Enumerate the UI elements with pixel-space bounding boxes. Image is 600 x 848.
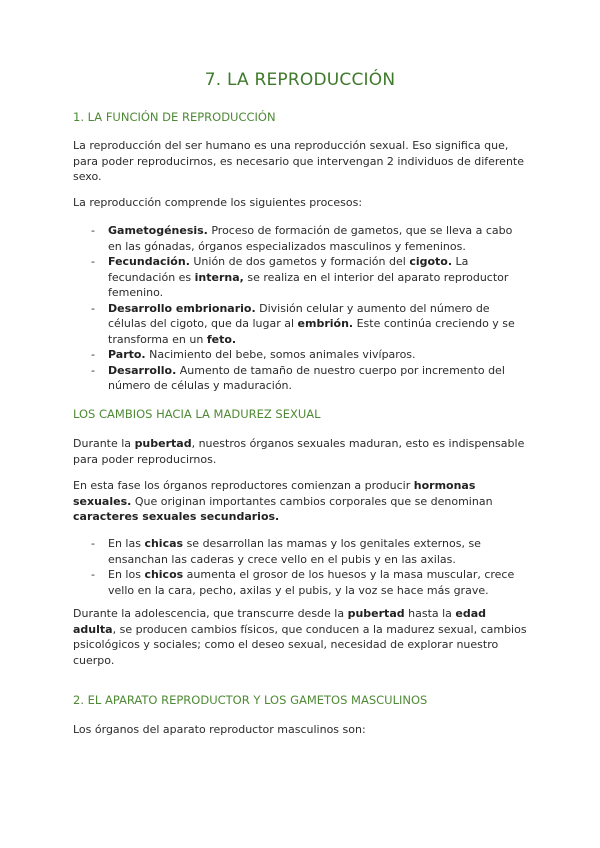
list-item bbox=[91, 347, 528, 363]
term-edad-adulta: edad adulta bbox=[73, 607, 487, 636]
text-run: , se producen cambios físicos, que conducen a la madurez sexual, cambios psicológicos y sociales; como el deseo sexual, necesidad de explorar nuestro cuerpo. bbox=[73, 622, 527, 667]
list-item bbox=[91, 301, 528, 348]
list-item bbox=[91, 567, 528, 598]
term-pubertad: pubertad bbox=[134, 437, 192, 450]
item-text: se realiza en el interior del aparato reproductor femenino. bbox=[108, 270, 509, 299]
term-feto: feto. bbox=[206, 332, 237, 346]
term-desarrollo-embrionario: Desarrollo embrionario. bbox=[108, 301, 256, 315]
term-embrion: embrión. bbox=[297, 317, 354, 330]
text-run: Durante la bbox=[73, 437, 135, 450]
section-heading-funcion: 1. LA FUNCIÓN DE REPRODUCCIÓN bbox=[73, 110, 276, 124]
section-heading-cambios: LOS CAMBIOS HACIA LA MADUREZ SEXUAL bbox=[73, 407, 321, 421]
item-text: En las bbox=[108, 537, 145, 550]
term-caracteres: caracteres sexuales secundarios. bbox=[73, 510, 280, 523]
paragraph-organos: Los órganos del aparato reproductor masculinos son: bbox=[73, 723, 366, 736]
term-chicos: chicos bbox=[144, 568, 184, 581]
item-text: La fecundación es bbox=[108, 255, 469, 284]
list-item bbox=[91, 223, 528, 254]
section-heading-aparato: 2. EL APARATO REPRODUCTOR Y LOS GAMETOS MASCULINOS bbox=[73, 693, 428, 707]
item-text: En los bbox=[108, 568, 145, 581]
page-title: 7. LA REPRODUCCIÓN bbox=[204, 70, 396, 90]
text-run: En esta fase los órganos reproductores comienzan a producir bbox=[73, 479, 414, 492]
list-item bbox=[91, 536, 528, 567]
paragraph-intro: La reproducción del ser humano es una reproducción sexual. Eso significa que, para poder reproducirnos, es necesario que intervengan 2 individuos de diferente sexo. bbox=[73, 139, 524, 183]
text-run: , nuestros órganos sexuales maduran, esto es indispensable para poder reproducirnos. bbox=[73, 437, 525, 466]
paragraph-hormonas bbox=[73, 478, 528, 525]
term-chicas: chicas bbox=[144, 537, 184, 550]
term-desarrollo: Desarrollo. bbox=[108, 363, 177, 377]
term-interna: interna, bbox=[194, 270, 244, 284]
term-gametogenesis: Gametogénesis. bbox=[108, 224, 208, 237]
process-list bbox=[91, 223, 528, 394]
term-parto: Parto. bbox=[108, 348, 146, 361]
text-run: hasta la bbox=[404, 607, 456, 620]
item-text: Aumento de tamaño de nuestro cuerpo por incremento del número de células y maduración. bbox=[108, 363, 505, 392]
changes-list bbox=[91, 536, 528, 598]
paragraph-pubertad bbox=[73, 436, 528, 467]
item-text: se desarrollan las mamas y los genitales externos, se ensanchan las caderas y crece vello en el pubis y en las axilas. bbox=[108, 537, 481, 566]
item-text: División celular y aumento del número de células del cigoto, que da lugar al bbox=[108, 301, 490, 330]
item-text: Nacimiento del bebe, somos animales vivíparos. bbox=[145, 348, 416, 361]
item-text: Proceso de formación de gametos, que se lleva a cabo en las gónadas, órganos especializados masculinos y femeninos. bbox=[108, 224, 513, 253]
term-pubertad: pubertad bbox=[347, 607, 405, 620]
item-text: aumenta el grosor de los huesos y la masa muscular, crece vello en la cara, pecho, axilas y el pubis, y la voz se hace más grave. bbox=[108, 568, 515, 597]
term-fecundacion: Fecundación. bbox=[108, 255, 190, 268]
text-run: Que originan importantes cambios corporales que se denominan bbox=[131, 494, 493, 508]
list-item bbox=[91, 363, 528, 394]
paragraph-lead: La reproducción comprende los siguientes procesos: bbox=[73, 196, 363, 209]
item-text: Este continúa creciendo y se transforma en un bbox=[108, 317, 515, 346]
text-run: Durante la adolescencia, que transcurre desde la bbox=[73, 607, 348, 620]
term-cigoto: cigoto. bbox=[409, 255, 453, 268]
paragraph-adolescencia bbox=[73, 606, 528, 668]
item-text: Unión de dos gametos y formación del bbox=[189, 255, 410, 268]
list-item bbox=[91, 254, 528, 301]
term-hormonas: hormonas sexuales. bbox=[73, 479, 476, 508]
